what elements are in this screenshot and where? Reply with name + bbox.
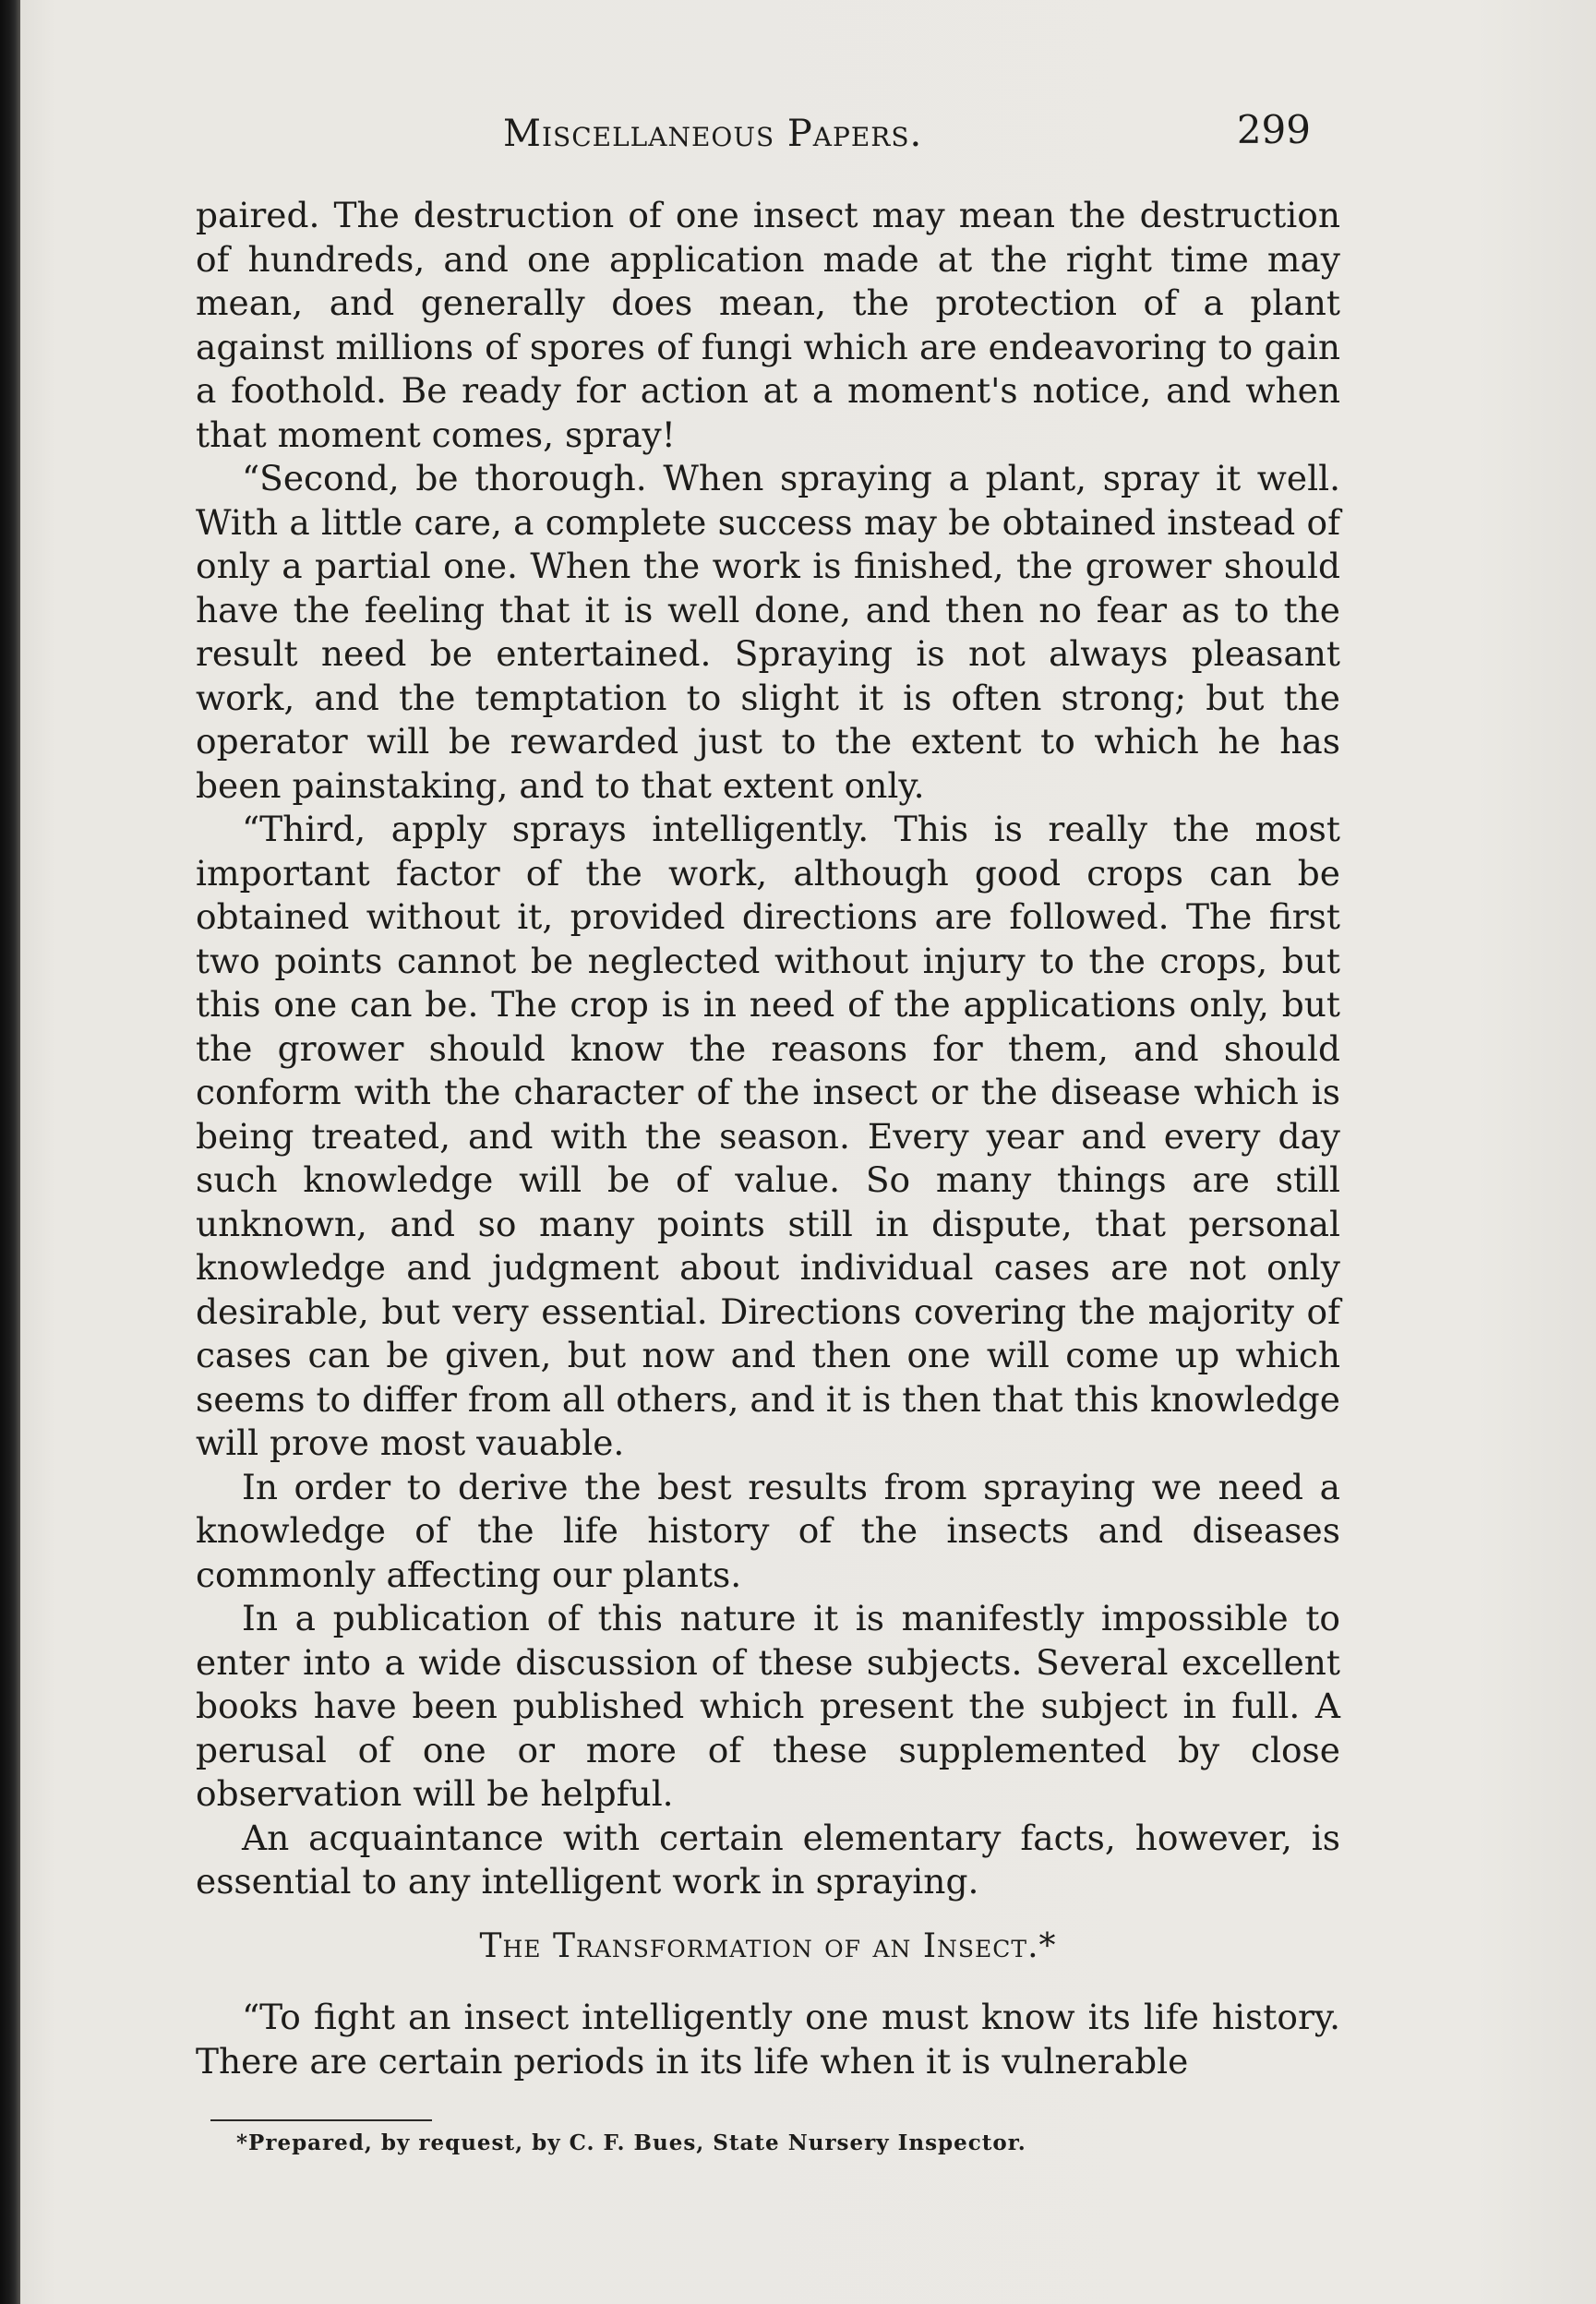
paragraph-6: An acquaintance with certain elementary facts, however, is essential to any intelligent work in spraying. (196, 1817, 1340, 1902)
body-text (196, 194, 1340, 2083)
page-number: 299 (1236, 107, 1311, 152)
running-head: Miscellaneous Papers. (503, 113, 923, 155)
paragraph-2: “Second, be thorough. When spraying a plant, spray it well. With a little care, a complete success may be obtained instead of only a partial one. When the work is finished, the grower should have the feeling that it is well done, and then no fear as to the result need be entertained. Spraying is not always pleasant work, and the temptation to slight it is often strong; but the operator will be rewarded just to the extent to which he has been painstaking, and to that extent only. (196, 458, 1340, 806)
page-header (185, 107, 1348, 162)
section-heading: The Transformation of an Insect.* (479, 1926, 1057, 1965)
book-binding-edge (0, 0, 20, 2304)
paragraph-4: In order to derive the best results from spraying we need a knowledge of the life history of the insects and diseases commonly affecting our plants. (196, 1466, 1340, 1595)
paragraph-3: “Third, apply sprays intelligently. This is really the most important factor of the work, although good crops can be obtained without it, provided directions are followed. The first two points cannot be neglected without injury to the crops, but this one can be. The crop is in need of the applications only, but the grower should know the reasons for them, and should conform with the character of the insect or the disease which is being treated, and with the season. Every year and every day such knowledge will be of value. So many things are still unknown, and so many points still in dispute, that personal knowledge and judgment about individual cases are not only desirable, but very essential. Directions covering the majority of cases can be given, but now and then one will come up which seems to differ from all others, and it is then that this knowledge will prove most vauable. (196, 809, 1340, 1463)
footnote: *Prepared, by request, by C. F. Bues, State Nursery Inspector. (236, 2130, 1026, 2155)
footnote-rule (210, 2119, 432, 2121)
section-paragraph: “To fight an insect intelligently one must know its life history. There are certain periods in its life when it is vulnerable (196, 1997, 1340, 2082)
paragraph-5: In a publication of this nature it is manifestly impossible to enter into a wide discussion of these subjects. Several excellent books have been published which present the subject in full. A perusal of one or more of these supplemented by close observation will be helpful. (196, 1598, 1340, 1814)
paragraph-1: paired. The destruction of one insect may mean the destruction of hundreds, and one application made at the right time may mean, and generally does mean, the protection of a plant against millions of spores of fungi which are endeavoring to gain a foothold. Be ready for action at a moment's notice, and when that moment comes, spray! (196, 195, 1340, 455)
